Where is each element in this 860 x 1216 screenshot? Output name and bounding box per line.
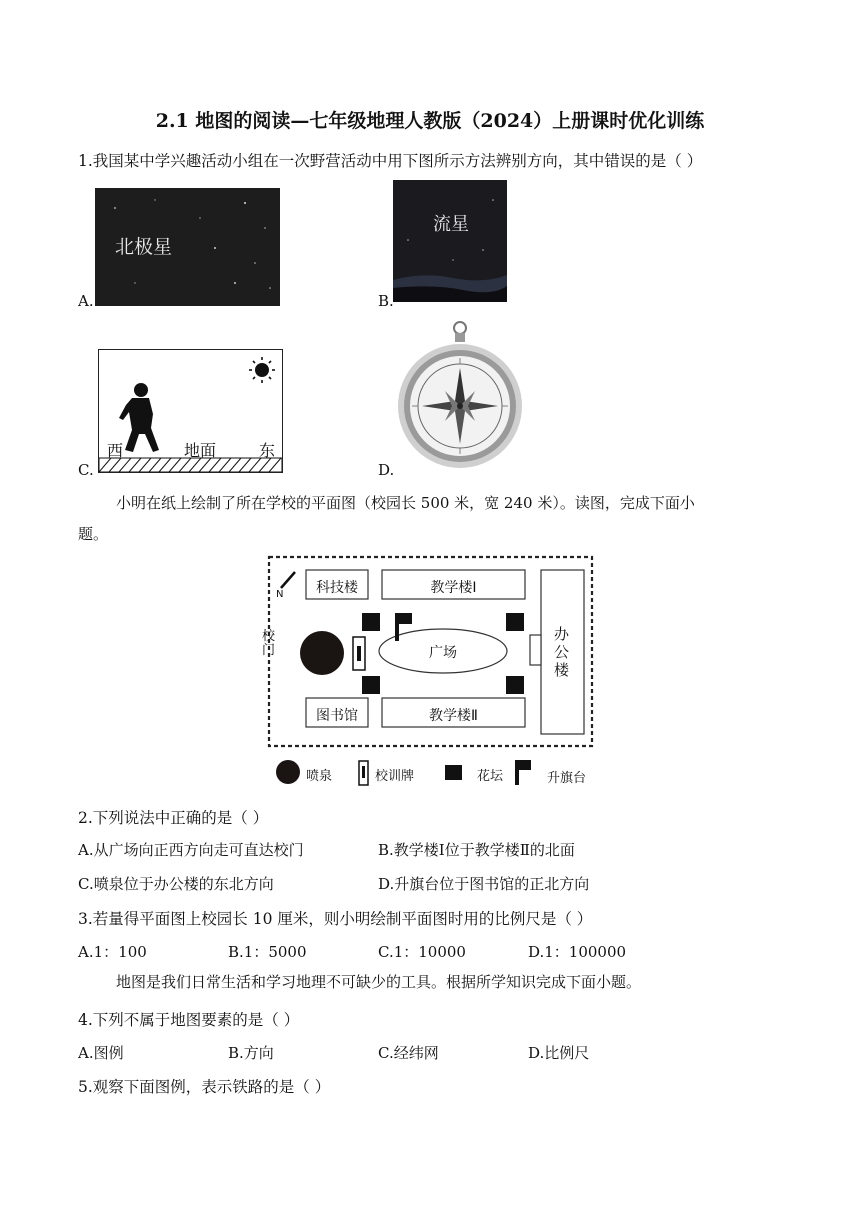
- east-label: 东: [259, 441, 276, 460]
- option-d-label: D.: [378, 461, 395, 479]
- north-star-image: [95, 188, 280, 306]
- question-4-option-b: B.方向: [228, 1044, 274, 1062]
- intro-paragraph-line1: 小明在纸上绘制了所在学校的平面图（校园长 500 米，宽 240 米）。读图，完成下面小: [116, 494, 695, 512]
- office-label: 办公楼: [554, 625, 570, 679]
- option-b-label: B.: [378, 292, 394, 310]
- west-label: 西: [107, 441, 124, 460]
- person-silhouette: [119, 383, 159, 452]
- legend-sign-label: 校训牌: [375, 769, 415, 784]
- north-arrow: [281, 572, 295, 588]
- question-2-option-a: A.从广场向正西方向走可直达校门: [78, 841, 304, 859]
- question-3-option-a: A.1：100: [78, 943, 147, 961]
- legend-flag-label: 升旗台: [547, 771, 587, 786]
- question-1-stem: 1.我国某中学兴趣活动小组在一次野营活动中用下图所示方法辨别方向，其中错误的是（ ）: [78, 152, 703, 170]
- sun-icon: [249, 357, 275, 383]
- ground-label: 地面: [184, 441, 217, 460]
- question-4-option-c: C.经纬网: [378, 1044, 439, 1062]
- question-3-option-c: C.1：10000: [378, 943, 466, 961]
- question-5-stem: 5.观察下面图例，表示铁路的是（ ）: [78, 1078, 331, 1096]
- legend-flag-icon: [515, 760, 531, 785]
- legend-fountain-label: 喷泉: [306, 769, 333, 784]
- flower-bed: [362, 613, 380, 631]
- flower-bed: [506, 613, 524, 631]
- north-star-label: 北极星: [115, 236, 173, 258]
- office-entrance: [530, 635, 541, 665]
- meteor-horizon: [393, 180, 507, 302]
- legend-flower-icon: [445, 765, 462, 780]
- jiaoxue1-label: 教学楼Ⅰ: [430, 580, 477, 596]
- option-a-label: A.: [78, 292, 94, 310]
- fountain: [300, 631, 344, 675]
- compass-icon: [395, 320, 525, 472]
- question-4-option-a: A.图例: [78, 1044, 124, 1062]
- question-2-option-d: D.升旗台位于图书馆的正北方向: [378, 875, 590, 893]
- gate-label: 校门: [262, 629, 276, 658]
- legend-fountain-icon: [276, 760, 300, 784]
- question-2-option-b: B.教学楼Ⅰ位于教学楼Ⅱ的北面: [378, 841, 575, 859]
- question-4-stem: 4.下列不属于地图要素的是（ ）: [78, 1011, 300, 1029]
- keji-label: 科技楼: [316, 580, 358, 596]
- intro-paragraph-2: 地图是我们日常生活和学习地理不可缺少的工具。根据所学知识完成下面小题。: [116, 973, 642, 991]
- jiaoxue2-label: 教学楼Ⅱ: [429, 708, 478, 724]
- flower-bed: [506, 676, 524, 694]
- question-4-option-d: D.比例尺: [528, 1044, 590, 1062]
- legend-flower-label: 花坛: [477, 769, 504, 784]
- question-3-stem: 3.若量得平面图上校园长 10 厘米，则小明绘制平面图时用的比例尺是（ ）: [78, 910, 593, 928]
- question-2-stem: 2.下列说法中正确的是（ ）: [78, 809, 269, 827]
- question-2-option-c: C.喷泉位于办公楼的东北方向: [78, 875, 274, 893]
- page-title: 2.1 地图的阅读—七年级地理人教版（2024）上册课时优化训练: [155, 110, 705, 132]
- sun-shadow-image: [98, 349, 283, 473]
- flower-bed: [362, 676, 380, 694]
- meteor-label: 流星: [433, 214, 469, 235]
- school-map: [255, 553, 600, 788]
- compass-image: [395, 320, 525, 472]
- north-label: N: [276, 589, 284, 600]
- library-label: 图书馆: [316, 708, 358, 724]
- intro-paragraph-line2: 题。: [78, 525, 109, 543]
- meteor-image: [393, 180, 507, 302]
- question-3-option-b: B.1：5000: [228, 943, 307, 961]
- question-3-option-d: D.1：100000: [528, 943, 627, 961]
- option-c-label: C.: [78, 461, 94, 479]
- square-label: 广场: [429, 645, 457, 661]
